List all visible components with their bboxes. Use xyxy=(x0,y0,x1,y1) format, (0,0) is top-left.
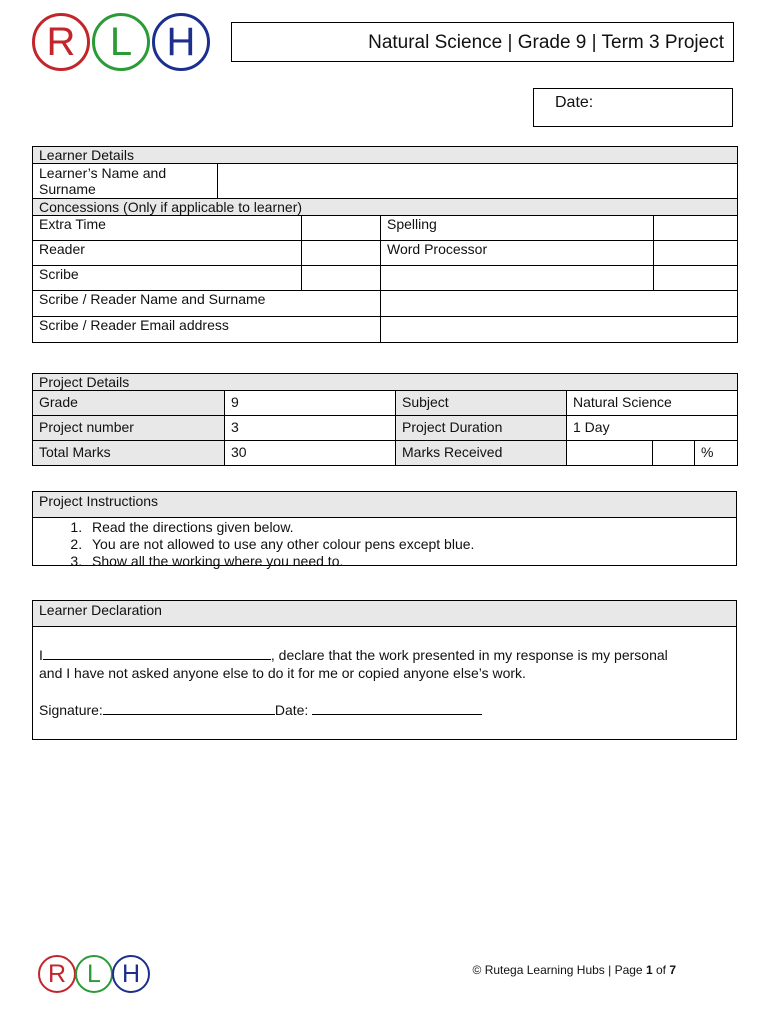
instruction-item: 2. You are not allowed to use any other colour pens except blue. xyxy=(86,536,736,553)
instruction-item: 3. Show all the working where you need to. xyxy=(86,553,736,570)
reader-field[interactable] xyxy=(302,241,381,266)
logo-letter-r: R xyxy=(32,13,90,71)
logo-letter-l: L xyxy=(92,13,150,71)
scribe-field[interactable] xyxy=(302,266,381,291)
footer-page-info xyxy=(400,962,676,978)
learner-details-table xyxy=(32,146,738,343)
grade-value: 9 xyxy=(225,391,396,416)
extra-time-field[interactable] xyxy=(302,216,381,241)
concessions-heading: Concessions (Only if applicable to learner) xyxy=(33,199,738,216)
declaration-date-blank[interactable] xyxy=(312,700,482,715)
blank-field-cell xyxy=(654,266,738,291)
spelling-field[interactable] xyxy=(654,216,738,241)
word-processor-field[interactable] xyxy=(654,241,738,266)
marks-received-label: Marks Received xyxy=(396,441,567,466)
instructions-list xyxy=(33,519,736,570)
scribe-reader-email-label: Scribe / Reader Email address xyxy=(33,317,381,343)
declaration-statement: I , declare that the work presented in my response is my personal and I have not asked anyone else to do it for me or copied anyone else’s work. xyxy=(39,647,668,681)
project-instructions-heading: Project Instructions xyxy=(33,492,736,518)
page-total: 7 xyxy=(669,963,676,977)
scribe-reader-name-field[interactable] xyxy=(381,291,738,317)
page-of-text: of xyxy=(652,963,670,977)
scribe-label: Scribe xyxy=(33,266,302,291)
signature-line xyxy=(33,682,736,719)
learner-details-heading: Learner Details xyxy=(33,147,738,164)
grade-label: Grade xyxy=(33,391,225,416)
learner-name-label: Learner’s Name and Surname xyxy=(33,164,218,199)
subject-label: Subject xyxy=(396,391,567,416)
signature-blank[interactable] xyxy=(103,700,275,715)
project-duration-value: 1 Day xyxy=(567,416,738,441)
total-marks-label: Total Marks xyxy=(33,441,225,466)
project-duration-label: Project Duration xyxy=(396,416,567,441)
declaration-date-label: Date: xyxy=(274,702,313,718)
copyright-text: © Rutega Learning Hubs | Page xyxy=(472,963,646,977)
logo-letter-h: H xyxy=(152,13,210,71)
percentage-field[interactable] xyxy=(653,441,695,466)
reader-label: Reader xyxy=(33,241,302,266)
project-number-value: 3 xyxy=(225,416,396,441)
spelling-label: Spelling xyxy=(381,216,654,241)
footer-logo xyxy=(36,953,151,991)
marks-received-field[interactable] xyxy=(567,441,653,466)
signature-label: Signature: xyxy=(39,702,103,718)
subject-value: Natural Science xyxy=(567,391,738,416)
page-current: 1 xyxy=(645,963,653,977)
header-logo xyxy=(30,10,215,70)
project-details-table xyxy=(32,373,738,466)
title-box xyxy=(231,22,734,62)
learner-declaration-box xyxy=(32,600,737,740)
logo-letter-r: R xyxy=(38,955,76,993)
logo-letter-h: H xyxy=(112,955,150,993)
project-instructions-box xyxy=(32,491,737,569)
learner-name-field[interactable] xyxy=(218,164,738,199)
learner-name-blank[interactable] xyxy=(43,645,271,660)
total-marks-value: 30 xyxy=(225,441,396,466)
learner-declaration-heading: Learner Declaration xyxy=(33,601,736,627)
date-label: Date: xyxy=(555,94,594,111)
page-title: Natural Science | Grade 9 | Term 3 Project xyxy=(368,32,724,53)
scribe-reader-name-label: Scribe / Reader Name and Surname xyxy=(33,291,381,317)
blank-label-cell xyxy=(381,266,654,291)
logo-letter-l: L xyxy=(75,955,113,993)
project-details-heading: Project Details xyxy=(33,374,738,391)
word-processor-label: Word Processor xyxy=(381,241,654,266)
date-box[interactable] xyxy=(533,88,733,127)
instruction-item: 1. Read the directions given below. xyxy=(86,519,736,536)
scribe-reader-email-field[interactable] xyxy=(381,317,738,343)
percent-sign: % xyxy=(695,441,738,466)
extra-time-label: Extra Time xyxy=(33,216,302,241)
project-number-label: Project number xyxy=(33,416,225,441)
